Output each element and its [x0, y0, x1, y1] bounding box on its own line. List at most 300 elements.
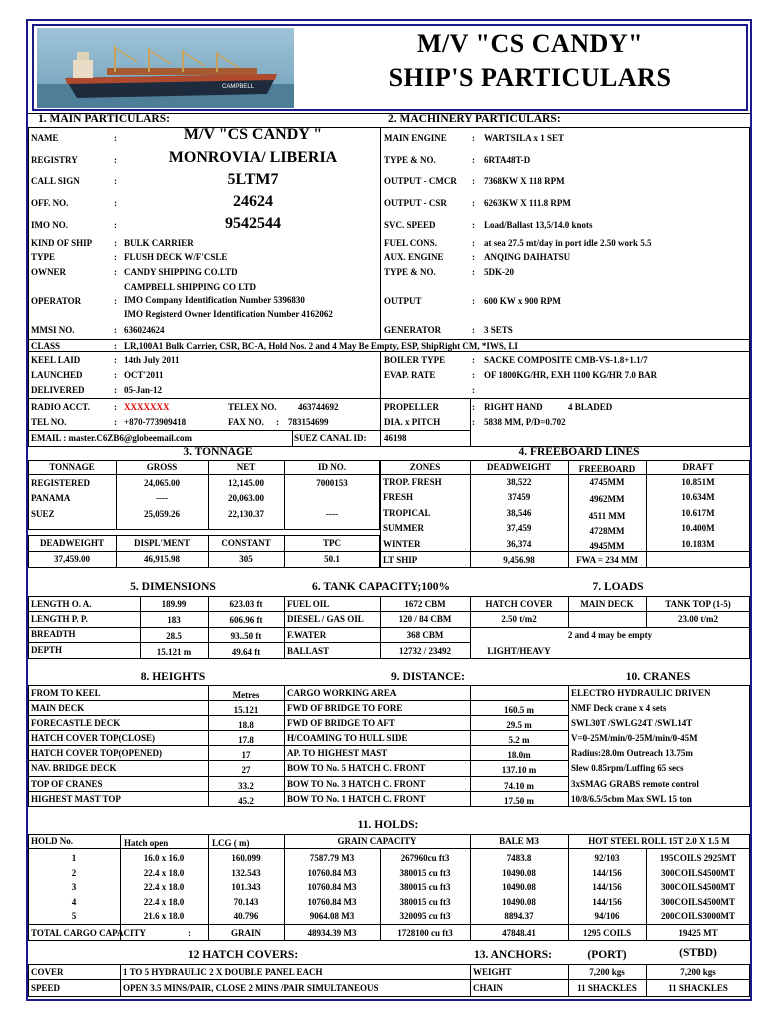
th-constant: CONSTANT — [221, 538, 271, 548]
dim-feet: 49.64 ft — [231, 647, 261, 657]
rule — [28, 430, 470, 431]
hold-coils-ratio: 144/156 — [592, 867, 622, 878]
tonnage-row-label: REGISTERED — [31, 478, 91, 488]
colon: : — [472, 220, 475, 230]
page-subtitle: SHIP'S PARTICULARS — [388, 63, 672, 92]
lt-ship-label: LT SHIP — [383, 555, 418, 565]
section-heights: 8. HEIGHTS — [140, 671, 206, 683]
radio-label: RADIO ACCT. — [31, 402, 90, 412]
svc-speed-label: SVC. SPEED — [384, 220, 436, 230]
colon: : — [472, 155, 475, 165]
tank-value: 12732 / 23492 — [398, 646, 451, 656]
load-tank-top: 23.00 t/m2 — [678, 614, 718, 624]
hold-hatch-open: 22.4 x 18.0 — [143, 896, 185, 907]
tank-label: BALLAST — [287, 646, 330, 656]
distance-value: 18.0m — [507, 750, 531, 760]
distance-value: 137.10 m — [501, 765, 537, 775]
height-label: FORECASTLE DECK — [31, 718, 121, 728]
th-deadweight: DEADWEIGHT — [39, 538, 104, 548]
anchor-weight-stbd: 7,200 kgs — [680, 967, 716, 977]
suez-value: 46198 — [384, 433, 407, 443]
distance-label: BOW TO No. 3 HATCH C. FRONT — [287, 779, 426, 789]
colon: : — [472, 267, 475, 277]
height-label: HATCH COVER TOP(CLOSE) — [31, 733, 156, 743]
crane-spec: V=0-25M/min/0-25M/min/0-45M — [571, 733, 698, 743]
th-steel-roll: HOT STEEL ROLL 15T 2.0 X 1.5 M — [588, 836, 730, 846]
hold-coils-ratio: 144/156 — [592, 896, 622, 907]
rule — [568, 685, 569, 807]
distance-value: 74.10 m — [504, 781, 534, 791]
off-no-label: OFF. NO. — [31, 198, 69, 208]
operator-line1: CAMPBELL SHIPPING CO LTD — [124, 282, 256, 292]
tonnage-cell: 20,063.00 — [228, 493, 264, 503]
hold-lcg: 132.543 — [231, 867, 261, 878]
crane-spec: NMF Deck crane x 4 sets — [571, 703, 667, 713]
colon: : — [472, 325, 475, 335]
hold-no: 5 — [71, 911, 77, 921]
th-draft: DRAFT — [682, 462, 714, 472]
dim-feet: 93..50 ft — [230, 631, 262, 641]
anchor-chain-stbd: 11 SHACKLES — [668, 983, 728, 993]
rule — [28, 398, 750, 399]
height-value: 17 — [241, 750, 251, 760]
mmsi-label: MMSI NO. — [31, 325, 75, 335]
section-tonnage: 3. TONNAGE — [183, 446, 253, 458]
colon: : — [472, 176, 475, 186]
hold-no: 4 — [71, 896, 77, 907]
tpc-value: 50.1 — [324, 554, 340, 564]
freeboard-cell: 10.851M — [681, 477, 715, 487]
class-label: CLASS — [31, 341, 61, 351]
total-grain-ft3: 1728100 cu ft3 — [397, 928, 453, 938]
total-grain-label: GRAIN — [230, 928, 261, 938]
distance-label: CARGO WORKING AREA — [287, 688, 397, 698]
freeboard-cell: 38,546 — [506, 508, 532, 518]
colon: : — [472, 355, 475, 365]
dim-label: LENGTH O. A. — [31, 599, 92, 609]
th-hatch-cover: HATCH COVER — [485, 599, 553, 609]
hold-coils-ratio: 92/103 — [594, 853, 620, 863]
imo-no-value: 9542544 — [225, 215, 281, 232]
header-frame — [32, 24, 748, 111]
distance-value: 5.2 m — [508, 735, 530, 745]
tel-label: TEL NO. — [31, 417, 67, 427]
colon: : — [472, 198, 475, 208]
fuel-cons-value: at sea 27.5 mt/day in port idle 2.50 work 5.5 — [484, 238, 652, 248]
light-heavy: LIGHT/HEAVY — [487, 646, 551, 656]
delivered-value: 05-Jan-12 — [124, 385, 162, 395]
rule — [28, 776, 568, 777]
type-no-value: 6RTA48T-D — [484, 155, 531, 165]
colon: : — [114, 341, 117, 351]
freeboard-cell: 37,459 — [506, 523, 532, 533]
off-no-value: 24624 — [233, 193, 273, 210]
hold-bale: 10490.08 — [502, 896, 536, 907]
output-value: 600 KW x 900 RPM — [484, 296, 561, 306]
distance-label: FWD OF BRIDGE TO AFT — [287, 718, 395, 728]
main-engine-label: MAIN ENGINE — [384, 133, 447, 143]
dia-value: 5838 MM, P/D=0.702 — [484, 417, 566, 427]
tel-value: +870-773909418 — [124, 417, 187, 427]
keel-value: 14th July 2011 — [124, 355, 180, 365]
generator-label: GENERATOR — [384, 325, 442, 335]
rule — [380, 351, 381, 447]
th-net: NET — [236, 462, 256, 472]
th-zones: ZONES — [409, 462, 441, 472]
dim-metres: 15.121 m — [156, 647, 192, 657]
freeboard-zone: WINTER — [383, 539, 421, 549]
hold-grain-ft3: 380015 cu ft3 — [399, 867, 451, 878]
colon: : — [276, 417, 279, 427]
launched-label: LAUNCHED — [31, 370, 83, 380]
lt-ship-value: 9,456.98 — [503, 555, 535, 565]
freeboard-cell: 37459 — [507, 492, 531, 502]
th-lcg: LCG ( m) — [212, 838, 250, 848]
rule — [292, 430, 293, 447]
cover-value: 1 TO 5 HYDRAULIC 2 X DOUBLE PANEL EACH — [123, 967, 323, 977]
tank-label: FUEL OIL — [287, 599, 330, 609]
ship-name: M/V "CS CANDY " — [183, 126, 323, 143]
hold-no: 1 — [71, 853, 77, 863]
crane-spec: SWL30T /SWLG24T /SWL14T — [571, 718, 693, 728]
csr-label: OUTPUT - CSR — [384, 198, 447, 208]
telex-label: TELEX NO. — [228, 402, 277, 412]
rule — [470, 964, 471, 997]
total-coils: 1295 COILS — [582, 928, 632, 938]
rule — [380, 127, 381, 339]
distance-value: 17.50 m — [504, 796, 534, 806]
constant-value: 305 — [239, 554, 253, 564]
height-label: NAV. BRIDGE DECK — [31, 763, 117, 773]
hold-lcg: 40.796 — [233, 911, 259, 921]
th-bale: BALE M3 — [499, 836, 539, 846]
colon: : — [472, 402, 475, 412]
rule — [28, 339, 750, 340]
height-value: 17.8 — [238, 735, 254, 745]
hold-lcg: 70.143 — [233, 896, 259, 907]
colon: : — [114, 267, 117, 277]
anchor-chain-port: 11 SHACKLES — [577, 983, 637, 993]
dim-label: DEPTH — [31, 645, 63, 655]
height-value: 18.8 — [238, 720, 254, 730]
aux-type-value: 5DK-20 — [484, 267, 514, 277]
total-label: TOTAL CARGO CAPACITY — [31, 928, 147, 938]
tonnage-row-label: SUEZ — [31, 509, 55, 519]
section-machinery: 2. MACHINERY PARTICULARS: — [388, 113, 561, 125]
operator-line2: IMO Company Identification Number 5396830 — [124, 295, 305, 305]
distance-value: 160.5 m — [504, 705, 534, 715]
freeboard-cell: 4511 MM — [588, 511, 626, 521]
hold-no: 2 — [71, 867, 77, 878]
colon: : — [114, 220, 117, 230]
colon: : — [114, 355, 117, 365]
evap-label: EVAP. RATE — [384, 370, 436, 380]
colon: : — [472, 296, 475, 306]
height-label: HIGHEST MAST TOP — [31, 794, 121, 804]
colon: : — [114, 385, 117, 395]
section-cranes: 10. CRANES — [625, 671, 691, 683]
telex-value: 463744692 — [298, 402, 339, 412]
tonnage-cell: 24,065.00 — [144, 478, 180, 488]
hold-coils-ratio: 144/156 — [592, 882, 622, 892]
hold-grain-ft3: 267960cu ft3 — [400, 853, 450, 863]
crane-spec: 10/8/6.5/5cbm Max SWL 15 ton — [571, 794, 692, 804]
propeller-label: PROPELLER — [384, 402, 440, 412]
hold-coils: 300COILS4500MT — [660, 867, 735, 878]
freeboard-cell: 4745MM — [589, 477, 625, 487]
distance-value: 29.5 m — [506, 720, 532, 730]
rule — [120, 964, 121, 997]
th-main-deck: MAIN DECK — [580, 599, 634, 609]
tank-value: 120 / 84 CBM — [398, 614, 452, 624]
tank-value: 1672 CBM — [404, 599, 446, 609]
colon: : — [472, 252, 475, 262]
type-value: FLUSH DECK W/F'CSLE — [124, 252, 228, 262]
tonnage-cell: ---- — [156, 493, 168, 503]
operator-label: OPERATOR — [31, 296, 82, 306]
hold-grain-m3: 9064.08 M3 — [309, 911, 355, 921]
tonnage-cell: 25,059.26 — [144, 509, 180, 519]
type-label: TYPE — [31, 252, 56, 262]
height-label: FROM TO KEEL — [31, 688, 101, 698]
th-hatch-open: Hatch open — [124, 838, 169, 848]
hold-grain-ft3: 380015 cu ft3 — [399, 882, 451, 892]
mmsi-value: 636024624 — [124, 325, 165, 335]
colon: : — [114, 238, 117, 248]
kind-label: KIND OF SHIP — [31, 238, 93, 248]
colon: : — [114, 370, 117, 380]
rule — [28, 474, 380, 475]
owner-label: OWNER — [31, 267, 67, 277]
total-bale: 47848.41 — [502, 928, 536, 938]
tank-label: DIESEL / GAS OIL — [287, 614, 364, 624]
dim-metres: 183 — [167, 615, 181, 625]
hold-hatch-open: 16.0 x 16.0 — [143, 853, 185, 863]
fax-value: 783154699 — [288, 417, 329, 427]
suez-label: SUEZ CANAL ID: — [294, 433, 367, 443]
hold-hatch-open: 21.6 x 18.0 — [143, 911, 185, 921]
rule — [28, 627, 750, 628]
distance-label: H/COAMING TO HULL SIDE — [287, 733, 408, 743]
registry-label: REGISTRY — [31, 155, 78, 165]
section-anchors: 13. ANCHORS: — [474, 949, 552, 961]
colon: : — [472, 417, 475, 427]
th-hold-no: HOLD No. — [31, 836, 74, 846]
colon: : — [114, 402, 117, 412]
hold-grain-m3: 7587.79 M3 — [309, 853, 355, 863]
freeboard-zone: SUMMER — [383, 523, 424, 533]
height-value: 33.2 — [238, 781, 254, 791]
operator-line3: IMO Registerd Owner Identification Number 4162062 — [124, 309, 333, 319]
colon: : — [114, 252, 117, 262]
dim-label: LENGTH P. P. — [31, 614, 88, 624]
hold-no: 3 — [71, 882, 77, 892]
section-main: 1. MAIN PARTICULARS: — [38, 113, 170, 125]
keel-label: KEEL LAID — [31, 355, 81, 365]
fwa-value: FWA = 234 MM — [576, 555, 638, 565]
colon: : — [188, 928, 191, 938]
tank-label: F.WATER — [287, 630, 327, 640]
dim-label: BREADTH — [31, 629, 76, 639]
colon: : — [472, 238, 475, 248]
csr-value: 6263KW X 111.8 RPM — [484, 198, 571, 208]
crane-spec: Slew 0.85rpm/Luffing 65 secs — [571, 763, 684, 773]
generator-value: 3 SETS — [484, 325, 513, 335]
height-label: MAIN DECK — [31, 703, 85, 713]
kind-value: BULK CARRIER — [124, 238, 194, 248]
section-loads: 7. LOADS — [592, 581, 644, 593]
section-tank: 6. TANK CAPACITY;100% — [312, 581, 450, 593]
class-value: LR,100A1 Bulk Carrier, CSR, BC-A, Hold Nos. 2 and 4 May Be Empty, ESP, ShipRight CM, *IWS, LI — [124, 341, 518, 351]
freeboard-cell: 10.183M — [681, 539, 715, 549]
freeboard-cell: 10.617M — [681, 508, 715, 518]
hold-coils: 300COILS4500MT — [660, 896, 735, 907]
colon: : — [114, 417, 117, 427]
crane-spec: ELECTRO HYDRAULIC DRIVEN — [571, 688, 711, 698]
height-label: TOP OF CRANES — [31, 779, 103, 789]
th-freeboard: FREEBOARD — [578, 464, 636, 474]
delivered-label: DELIVERED — [31, 385, 85, 395]
th-grain: GRAIN CAPACITY — [337, 836, 417, 846]
hold-bale: 8894.37 — [504, 911, 534, 921]
distance-label: BOW TO No. 1 HATCH C. FRONT — [287, 794, 426, 804]
hold-hatch-open: 22.4 x 18.0 — [143, 867, 185, 878]
rule — [28, 611, 750, 612]
colon: : — [114, 198, 117, 208]
section-hatch-covers: 12 HATCH COVERS: — [187, 949, 299, 961]
boiler-value: SACKE COMPOSITE CMB-VS-1.8+1.1/7 — [484, 355, 648, 365]
rule — [28, 924, 750, 925]
rule — [470, 398, 471, 447]
rule — [28, 642, 470, 643]
type-no-label: TYPE & NO. — [384, 155, 436, 165]
hold-hatch-open: 22.4 x 18.0 — [143, 882, 185, 892]
call-sign-label: CALL SIGN — [31, 176, 80, 186]
output-label: OUTPUT — [384, 296, 422, 306]
rule — [28, 979, 750, 980]
svc-speed-value: Load/Ballast 13,5/14.0 knots — [484, 220, 593, 230]
total-mt: 19425 MT — [678, 928, 718, 938]
registry-value: MONROVIA/ LIBERIA — [168, 149, 338, 166]
hold-lcg: 101.343 — [231, 882, 261, 892]
th-tank-top: TANK TOP (1-5) — [665, 599, 731, 609]
hold-coils: 200COILS3000MT — [660, 911, 735, 921]
tonnage-cell: ---- — [326, 509, 338, 519]
colon: : — [114, 155, 117, 165]
speed-label: SPEED — [31, 983, 61, 993]
th-displacement: DISPL'MENT — [133, 538, 190, 548]
tonnage-cell: 22,130.37 — [228, 509, 264, 519]
crane-spec: Radius:28.0m Outreach 13.75m — [571, 748, 693, 758]
height-value: 45.2 — [238, 796, 254, 806]
colon: : — [472, 385, 475, 395]
distance-label: AP. TO HIGHEST MAST — [287, 748, 388, 758]
fax-label: FAX NO. — [228, 417, 264, 427]
propeller-blades: 4 BLADED — [568, 402, 613, 412]
freeboard-cell: 4945MM — [589, 541, 625, 551]
freeboard-zone: TROP. FRESH — [383, 477, 442, 487]
anchor-weight-label: WEIGHT — [473, 967, 512, 977]
evap-value: OF 1800KG/HR, EXH 1100 KG/HR 7.0 BAR — [484, 370, 658, 380]
dim-metres: 28.5 — [166, 631, 182, 641]
hull-name-text: CAMPBELL — [222, 84, 255, 90]
section-distance: 9. DISTANCE: — [391, 671, 465, 683]
stbd-header: (STBD) — [679, 947, 717, 959]
ship-photo — [37, 28, 294, 108]
rule — [284, 685, 285, 807]
hold-grain-ft3: 320095 cu ft3 — [399, 911, 451, 921]
colon: : — [114, 296, 117, 306]
height-value: 15.121 — [233, 705, 259, 715]
th-tonnage: TONNAGE — [49, 462, 95, 472]
freeboard-zone: TROPICAL — [383, 508, 431, 518]
th-id: ID NO. — [317, 462, 346, 472]
crane-spec: 3xSMAG GRABS remote control — [571, 779, 699, 789]
freeboard-cell: 36,374 — [506, 539, 532, 549]
hold-grain-m3: 10760.84 M3 — [307, 896, 357, 907]
main-engine-value: WARTSILA x 1 SET — [484, 133, 564, 143]
page-title: M/V "CS CANDY" — [416, 29, 644, 58]
dim-metres: 189.99 — [161, 599, 187, 609]
height-value: Metres — [232, 690, 260, 700]
deadweight-value: 37,459.00 — [54, 554, 90, 564]
call-sign-value: 5LTM7 — [227, 171, 279, 188]
dim-feet: 623.03 ft — [229, 599, 263, 609]
colon: : — [114, 325, 117, 335]
hold-bale: 7483.8 — [506, 853, 532, 863]
email: EMAIL : master.C6ZB6@globeemail.com — [31, 433, 193, 443]
freeboard-cell: 38,522 — [506, 477, 532, 487]
radio-value: XXXXXXX — [124, 402, 170, 412]
aux-engine-value: ANQING DAIHATSU — [484, 252, 571, 262]
boiler-label: BOILER TYPE — [384, 355, 446, 365]
launched-value: OCT'2011 — [124, 370, 164, 380]
aux-type-label: TYPE & NO. — [384, 267, 436, 277]
cmcr-value: 7368KW X 118 RPM — [484, 176, 565, 186]
tank-value: 368 CBM — [406, 630, 444, 640]
anchor-weight-port: 7,200 kgs — [589, 967, 625, 977]
hold-bale: 10490.08 — [502, 882, 536, 892]
hold-grain-ft3: 380015 cu ft3 — [399, 896, 451, 907]
height-label: HATCH COVER TOP(OPENED) — [31, 748, 163, 758]
dim-feet: 606.96 ft — [229, 615, 263, 625]
name-label: NAME — [31, 133, 59, 143]
rule — [380, 551, 750, 552]
freeboard-cell: 4962MM — [589, 494, 625, 504]
owner-value: CANDY SHIPPING CO.LTD — [124, 267, 238, 277]
th-gross: GROSS — [146, 462, 178, 472]
cover-label: COVER — [31, 967, 64, 977]
colon: : — [114, 176, 117, 186]
tonnage-cell: 12,145.00 — [228, 478, 264, 488]
speed-value: OPEN 3.5 MINS/PAIR, CLOSE 2 MINS /PAIR SIMULTANEOUS — [123, 983, 379, 993]
dia-label: DIA. x PITCH — [384, 417, 441, 427]
freeboard-zone: FRESH — [383, 492, 414, 502]
height-value: 27 — [241, 765, 251, 775]
hold-coils-ratio: 94/106 — [594, 911, 620, 921]
section-holds: 11. HOLDS: — [357, 819, 419, 831]
hold-bale: 10490.08 — [502, 867, 536, 878]
hold-coils: 300COILS4500MT — [660, 882, 735, 892]
freeboard-cell: 4728MM — [589, 526, 625, 536]
section-dimensions: 5. DIMENSIONS — [130, 581, 216, 593]
section-freeboard: 4. FREEBOARD LINES — [518, 446, 640, 458]
hold-lcg: 160.099 — [231, 853, 261, 863]
colon: : — [472, 370, 475, 380]
loads-note: 2 and 4 may be empty — [567, 630, 653, 640]
load-hatch-cover: 2.50 t/m2 — [501, 614, 537, 624]
rule — [28, 700, 568, 701]
